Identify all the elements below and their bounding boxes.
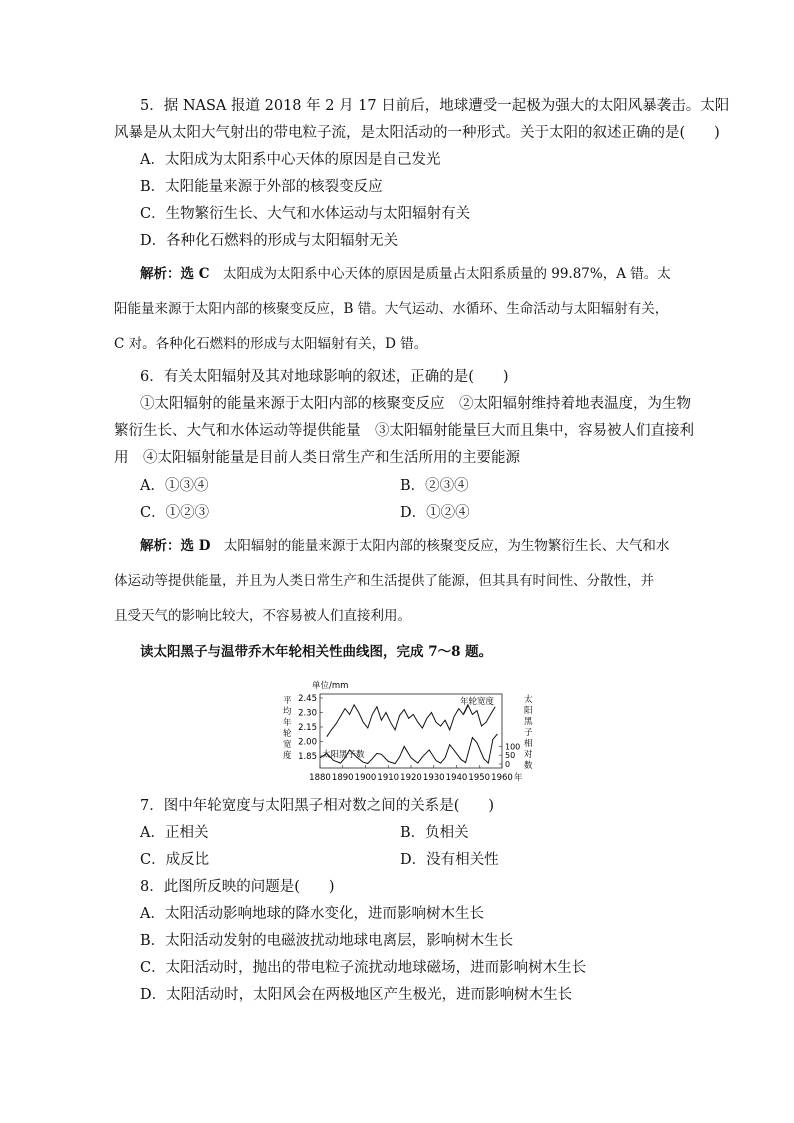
y-left-title-char: 宽 — [283, 740, 292, 750]
q5-analysis-line3: C 对。各种化石燃料的形成与太阳辐射有关，D 错。 — [114, 336, 428, 352]
q5-option-c: C．生物繁衍生长、大气和水体运动与太阳辐射有关 — [140, 206, 471, 222]
y-left-tick-label: 2.30 — [298, 708, 317, 719]
q6-stem: 6．有关太阳辐射及其对地球影响的叙述，正确的是( ) — [140, 369, 509, 385]
q8-option-a: A．太阳活动影响地球的降水变化，进而影响树木生长 — [140, 906, 484, 922]
y-left-tick-label: 2.00 — [298, 737, 317, 748]
chart-intro: 读太阳黑子与温带乔木年轮相关性曲线图，完成 7～8 题。 — [140, 644, 493, 660]
x-tick-label: 1890 — [331, 773, 354, 783]
y-left-tick-label: 2.45 — [298, 694, 317, 704]
series-label-tree-ring: 年轮宽度 — [460, 697, 495, 707]
q5-stem-line1: 5．据 NASA 报道 2018 年 2 月 17 日前后，地球遭受一起极为强大的太阳风暴袭击。太阳 — [140, 98, 730, 114]
q8-option-c: C．太阳活动时，抛出的带电粒子流扰动地球磁场，进而影响树木生长 — [140, 960, 587, 976]
q8-stem: 8．此图所反映的问题是( ) — [140, 879, 335, 895]
y-left-title-char: 平 — [283, 696, 292, 706]
x-tick-label: 1950 — [468, 773, 491, 783]
q6-item-line2: 繁衍生长、大气和水体运动等提供能量 ③太阳辐射能量巨大而且集中，容易被人们直接利 — [114, 423, 694, 439]
q6-option-d: D．①②④ — [400, 505, 470, 521]
y-right-title-char: 子 — [524, 728, 533, 738]
q8-option-b: B．太阳活动发射的电磁波扰动地球电离层，影响树木生长 — [140, 933, 514, 949]
x-unit-label: 年 — [514, 773, 523, 783]
q7-option-b: B．负相关 — [400, 825, 469, 841]
y-left-tick-label: 1.85 — [298, 752, 317, 762]
y-right-title-char: 相 — [524, 739, 533, 749]
q6-analysis-text1: 太阳辐射的能量来源于太阳内部的核聚变反应，为生物繁衍生长、大气和水 — [210, 538, 670, 554]
q7-option-d: D．没有相关性 — [400, 852, 499, 868]
y-right-title-char: 数 — [524, 761, 533, 771]
q6-analysis-line3: 且受天气的影响比较大，不容易被人们直接利用。 — [114, 608, 411, 624]
q5-analysis-label: 解析：选 C — [140, 266, 210, 282]
y-right-title-char: 对 — [524, 750, 533, 760]
sunspot-tree-ring-chart — [280, 676, 540, 786]
x-tick-label: 1960 — [491, 773, 513, 783]
q6-option-a: A．①③④ — [140, 478, 209, 494]
q7-option-a: A．正相关 — [140, 825, 209, 841]
q6-option-c: C．①②③ — [140, 505, 210, 521]
y-right-title-char: 太 — [524, 695, 533, 705]
q5-analysis-line1 — [140, 264, 671, 284]
y-left-title-char: 年 — [283, 718, 292, 728]
y-left-title-char: 轮 — [283, 729, 292, 739]
y-right-tick-label: 50 — [505, 751, 516, 761]
series-label-sunspot: 太阳黑子数 — [322, 750, 365, 760]
y-left-title-char: 度 — [283, 751, 292, 761]
q5-analysis-text1: 太阳成为太阳系中心天体的原因是质量占太阳系质量的 99.87%，A 错。太 — [209, 266, 671, 282]
y-left-title-char: 均 — [283, 707, 292, 717]
q6-analysis-label: 解析：选 D — [140, 538, 211, 554]
unit-label: 单位/mm — [312, 681, 349, 691]
x-tick-label: 1900 — [354, 773, 377, 783]
x-tick-label: 1930 — [422, 773, 445, 783]
y-right-title-char: 阳 — [524, 706, 533, 716]
x-tick-label: 1880 — [309, 773, 331, 783]
q5-stem-line2: 风暴是从太阳大气射出的带电粒子流，是太阳活动的一种形式。关于太阳的叙述正确的是( ) — [114, 125, 720, 141]
q6-analysis-line1 — [140, 536, 669, 556]
tree-ring-width-line — [327, 705, 495, 737]
y-right-tick-label: 0 — [505, 760, 511, 769]
q5-option-d: D．各种化石燃料的形成与太阳辐射无关 — [140, 233, 399, 249]
q8-option-d: D．太阳活动时，太阳风会在两极地区产生极光，进而影响树木生长 — [140, 987, 573, 1003]
q7-option-c: C．成反比 — [140, 852, 210, 868]
y-right-tick-label: 100 — [505, 742, 521, 752]
x-tick-label: 1910 — [377, 773, 400, 783]
q7-stem: 7．图中年轮宽度与太阳黑子相对数之间的关系是( ) — [140, 798, 495, 814]
y-right-title-char: 黑 — [524, 717, 533, 727]
q6-analysis-line2: 体运动等提供能量，并且为人类日常生产和生活提供了能源，但其具有时间性、分散性，并 — [114, 573, 654, 589]
y-left-tick-label: 2.15 — [298, 723, 317, 733]
q5-option-b: B．太阳能量来源于外部的核裂变反应 — [140, 179, 383, 195]
q6-item-line1: ①太阳辐射的能量来源于太阳内部的核聚变反应 ②太阳辐射维持着地表温度，为生物 — [140, 396, 691, 412]
series-label-pointer — [464, 706, 468, 714]
q6-item-line3: 用 ④太阳辐射能量是目前人类日常生产和生活所用的主要能源 — [114, 450, 520, 466]
x-tick-label: 1940 — [445, 773, 468, 783]
q5-option-a: A．太阳成为太阳系中心天体的原因是自己发光 — [140, 152, 441, 168]
x-tick-label: 1920 — [400, 773, 422, 783]
q5-analysis-line2: 阳能量来源于太阳内部的核聚变反应，B 错。大气运动、水循环、生命活动与太阳辐射有关， — [114, 301, 669, 317]
q6-option-b: B．②③④ — [400, 478, 469, 494]
